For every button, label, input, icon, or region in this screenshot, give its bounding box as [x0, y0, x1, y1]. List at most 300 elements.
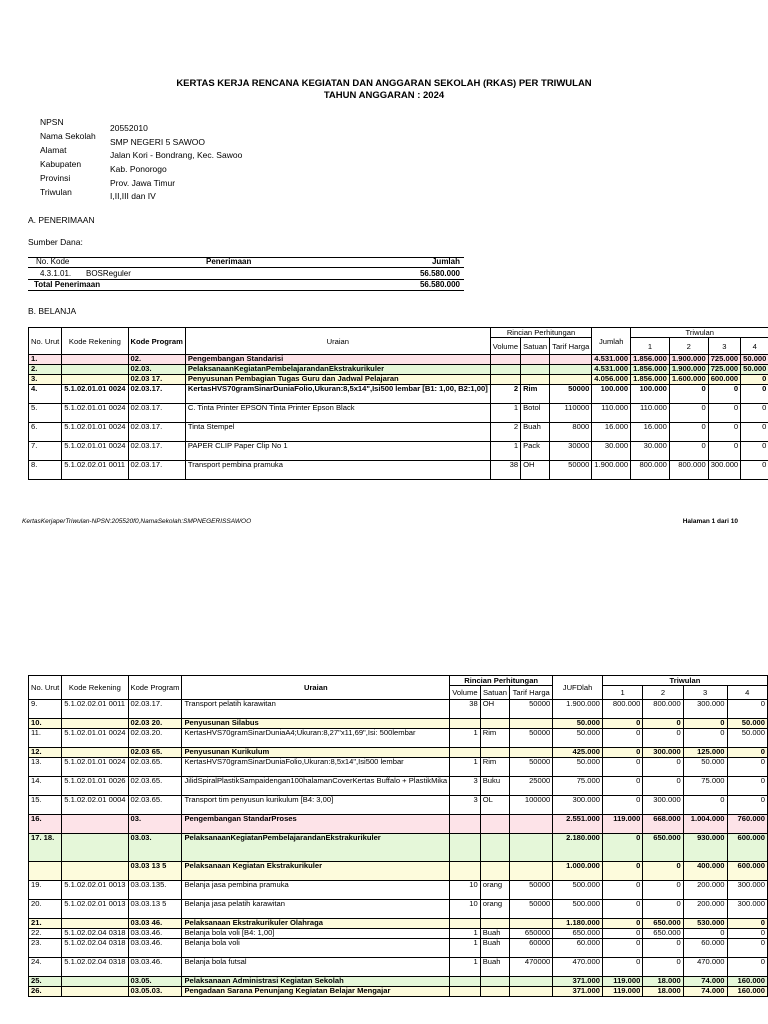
cell-triwulan-1: 0	[602, 929, 642, 939]
cell-uraian: Tinta Stempel	[185, 423, 490, 442]
cell-triwulan-3: 125.000	[683, 748, 727, 758]
cell-volume	[450, 987, 481, 997]
cell-no-urut: 2.	[29, 365, 62, 375]
total-label: Total Penerimaan	[34, 280, 101, 289]
info-value-nama-sekolah: SMP NEGERI 5 SAWOO	[110, 137, 205, 147]
cell-kode-program: 02.03.65.	[128, 796, 182, 815]
cell-triwulan-2: 0	[643, 719, 683, 729]
cell-kode-rekening: 5.1.02.02.04 0318	[62, 939, 128, 958]
cell-kode-rekening	[62, 365, 128, 375]
table-row	[29, 748, 768, 758]
cell-volume: 1	[490, 442, 520, 461]
cell-kode-rekening: 5.1.02.01.01 0024	[62, 423, 128, 442]
cell-triwulan-2: 0	[669, 385, 708, 404]
cell-jumlah: 50.000	[553, 729, 603, 748]
cell-triwulan-3: 725.000	[708, 365, 740, 375]
cell-tarif-harga	[510, 719, 553, 729]
penerimaan-kode: 4.3.1.01.	[40, 269, 72, 278]
header-triwulan: Triwulan	[602, 676, 767, 686]
header-triwulan: Triwulan	[631, 328, 768, 338]
header-kode-rekening: Kode Rekening	[62, 328, 128, 355]
cell-triwulan-1: 100.000	[631, 385, 670, 404]
cell-satuan	[521, 355, 550, 365]
cell-triwulan-4: 0	[727, 777, 767, 796]
cell-uraian: Transport pelatih karawitan	[182, 700, 450, 719]
cell-tarif-harga: 650000	[510, 929, 553, 939]
cell-tarif-harga	[510, 815, 553, 834]
cell-no-urut: 23.	[29, 939, 62, 958]
cell-triwulan-3: 0	[708, 385, 740, 404]
cell-triwulan-1: 0	[602, 900, 642, 919]
cell-volume	[450, 862, 481, 881]
cell-triwulan-2: 0	[643, 777, 683, 796]
cell-no-urut: 12.	[29, 748, 62, 758]
cell-volume: 38	[450, 700, 481, 719]
cell-triwulan-4: 0	[727, 919, 767, 929]
header-jumlah: Jumlah	[592, 328, 631, 355]
cell-volume	[450, 834, 481, 862]
penerimaan-header	[28, 257, 464, 267]
cell-triwulan-3: 0	[708, 442, 740, 461]
cell-triwulan-3: 0	[683, 729, 727, 748]
cell-kode-rekening	[62, 987, 128, 997]
cell-uraian: PelaksanaanKegiatanPembelajarandanEkstrakurikuler	[182, 834, 450, 862]
cell-triwulan-2: 0	[643, 862, 683, 881]
cell-kode-program: 02.03.17.	[128, 700, 182, 719]
cell-kode-program: 03.03 13 5	[128, 862, 182, 881]
cell-no-urut: 5.	[29, 404, 62, 423]
cell-jumlah: 110.000	[592, 404, 631, 423]
header-no-urut: No. Urut	[29, 328, 62, 355]
cell-jumlah: 75.000	[553, 777, 603, 796]
cell-volume: 2	[490, 423, 520, 442]
cell-triwulan-2: 0	[669, 423, 708, 442]
document-subtitle: TAHUN ANGGARAN : 2024	[323, 90, 445, 101]
cell-uraian: JilidSpiralPlastikSampaidengan100halamanCoverKertas Buffalo + PlastikMika	[182, 777, 450, 796]
cell-jumlah: 470.000	[553, 958, 603, 977]
cell-no-urut: 26.	[29, 987, 62, 997]
info-value-triwulan: I,II,III dan IV	[110, 191, 156, 201]
cell-kode-program: 02.03.65.	[128, 777, 182, 796]
cell-kode-rekening: 5.1.02.02.01 0013	[62, 900, 128, 919]
cell-kode-program: 03.03.46.	[128, 958, 182, 977]
cell-triwulan-1: 800.000	[602, 700, 642, 719]
cell-triwulan-1: 0	[602, 729, 642, 748]
cell-uraian: PAPER CLIP Paper Clip No 1	[185, 442, 490, 461]
cell-no-urut: 3.	[29, 375, 62, 385]
cell-satuan: Buku	[480, 777, 509, 796]
cell-triwulan-1: 0	[602, 881, 642, 900]
section-b-heading: B. BELANJA	[28, 306, 77, 316]
cell-kode-program: 02.03 65.	[128, 748, 182, 758]
belanja-table-page2	[28, 675, 768, 997]
cell-kode-program: 02.03.17.	[128, 404, 185, 423]
cell-satuan: Buah	[480, 958, 509, 977]
cell-satuan	[480, 987, 509, 997]
cell-uraian: KertasHVS70gramSinarDuniaA4;Ukuran:8,27"x11,69",Isi: 500lembar	[182, 729, 450, 748]
cell-kode-program: 02.03.20.	[128, 729, 182, 748]
cell-tarif-harga	[510, 862, 553, 881]
cell-kode-program: 03.03.46.	[128, 939, 182, 958]
cell-kode-program: 02.03.17.	[128, 442, 185, 461]
cell-kode-rekening: 5.1.02.01.01 0024	[62, 758, 128, 777]
cell-triwulan-1: 1.856.000	[631, 375, 670, 385]
cell-triwulan-2: 0	[643, 900, 683, 919]
cell-triwulan-4: 0	[741, 385, 768, 404]
cell-jumlah: 4.531.000	[592, 355, 631, 365]
header-volume: Volume	[490, 338, 520, 355]
table-row	[29, 929, 768, 939]
cell-tarif-harga: 50000	[510, 729, 553, 748]
cell-uraian: PelaksanaanKegiatanPembelajarandanEkstrakurikuler	[185, 365, 490, 375]
cell-triwulan-4: 0	[727, 958, 767, 977]
cell-volume: 10	[450, 900, 481, 919]
cell-satuan: OH	[480, 700, 509, 719]
header-no-urut: No. Urut	[29, 676, 62, 700]
info-value-kabupaten: Kab. Ponorogo	[110, 164, 167, 174]
info-label-kabupaten: Kabupaten	[40, 159, 82, 169]
cell-triwulan-3: 725.000	[708, 355, 740, 365]
cell-volume: 1	[450, 758, 481, 777]
cell-kode-program: 03.03.46.	[128, 929, 182, 939]
cell-triwulan-4: 0	[727, 939, 767, 958]
cell-triwulan-3: 0	[683, 796, 727, 815]
section-a-heading: A. PENERIMAAN	[28, 215, 95, 225]
cell-triwulan-2: 800.000	[669, 461, 708, 480]
cell-triwulan-4: 160.000	[727, 977, 767, 987]
cell-triwulan-2: 0	[669, 404, 708, 423]
cell-jumlah: 2.551.000	[553, 815, 603, 834]
cell-kode-rekening	[62, 355, 128, 365]
cell-triwulan-3: 300.000	[683, 700, 727, 719]
cell-tarif-harga: 30000	[550, 442, 592, 461]
cell-satuan: Botol	[521, 404, 550, 423]
cell-uraian: Penyusunan Pembagian Tugas Guru dan Jadwal Pelajaran	[185, 375, 490, 385]
cell-kode-program: 02.03.65.	[128, 758, 182, 777]
cell-triwulan-2: 1.900.000	[669, 355, 708, 365]
cell-kode-program: 03.05.03.	[128, 987, 182, 997]
info-label-nama-sekolah: Nama Sekolah	[40, 131, 96, 141]
cell-jumlah: 650.000	[553, 929, 603, 939]
footer-identifier: KertasKerjaperTriwulan-NPSN:205520f0,NamaSekolah:SMPNEGERISSAWOO	[22, 518, 252, 525]
header-triwulan-2: 2	[669, 338, 708, 355]
cell-no-urut: 19.	[29, 881, 62, 900]
total-jumlah: 56.580.000	[419, 280, 460, 289]
cell-triwulan-1: 1.856.000	[631, 365, 670, 375]
cell-triwulan-4: 160.000	[727, 987, 767, 997]
table-row	[29, 442, 768, 461]
cell-jumlah: 4.531.000	[592, 365, 631, 375]
penerimaan-nama: BOSReguler	[86, 269, 131, 278]
cell-triwulan-4: 50.000	[727, 719, 767, 729]
cell-triwulan-4: 0	[741, 461, 768, 480]
header-tarif: Tarif Harga	[510, 686, 553, 700]
cell-satuan	[521, 375, 550, 385]
cell-triwulan-4: 0	[741, 423, 768, 442]
cell-triwulan-1: 0	[602, 719, 642, 729]
cell-satuan: Rim	[521, 385, 550, 404]
table-row	[29, 355, 768, 365]
cell-kode-rekening	[62, 977, 128, 987]
cell-no-urut: 14.	[29, 777, 62, 796]
cell-volume: 10	[450, 881, 481, 900]
table-row	[29, 919, 768, 929]
cell-volume: 1	[450, 939, 481, 958]
cell-jumlah: 1.900.000	[553, 700, 603, 719]
cell-triwulan-2: 650.000	[643, 919, 683, 929]
penerimaan-jumlah: 56.580.000	[419, 269, 460, 278]
cell-tarif-harga	[550, 365, 592, 375]
cell-kode-rekening: 5.1.02.01.01 0026	[62, 777, 128, 796]
cell-triwulan-4: 600.000	[727, 834, 767, 862]
cell-triwulan-1: 110.000	[631, 404, 670, 423]
cell-triwulan-3: 74.000	[683, 987, 727, 997]
table-row	[29, 900, 768, 919]
cell-uraian: Belanja bola voli	[182, 939, 450, 958]
header-no-kode: No. Kode	[36, 257, 70, 266]
cell-triwulan-3: 60.000	[683, 939, 727, 958]
cell-triwulan-3: 470.000	[683, 958, 727, 977]
cell-tarif-harga: 50000	[510, 900, 553, 919]
table-row	[29, 729, 768, 748]
cell-satuan: Buah	[521, 423, 550, 442]
cell-no-urut: 17. 18.	[29, 834, 62, 862]
header-satuan: Satuan	[480, 686, 509, 700]
cell-triwulan-2: 668.000	[643, 815, 683, 834]
cell-jumlah: 50.000	[553, 758, 603, 777]
cell-triwulan-2: 650.000	[643, 929, 683, 939]
cell-satuan: orang	[480, 900, 509, 919]
cell-satuan: Rim	[480, 729, 509, 748]
cell-kode-rekening	[62, 815, 128, 834]
cell-uraian: Pelaksanaan Administrasi Kegiatan Sekolah	[182, 977, 450, 987]
cell-triwulan-2: 300.000	[643, 748, 683, 758]
cell-triwulan-1: 0	[602, 748, 642, 758]
cell-triwulan-4: 0	[727, 929, 767, 939]
cell-jumlah: 30.000	[592, 442, 631, 461]
cell-volume: 2	[490, 385, 520, 404]
cell-volume: 3	[450, 777, 481, 796]
header-jumlah: JUFDlah	[553, 676, 603, 700]
cell-triwulan-4: 0	[741, 404, 768, 423]
cell-triwulan-4: 300.000	[727, 900, 767, 919]
table-row	[29, 939, 768, 958]
cell-triwulan-3: 200.000	[683, 881, 727, 900]
cell-triwulan-3: 50.000	[683, 758, 727, 777]
cell-satuan	[480, 862, 509, 881]
cell-uraian: Transport pembina pramuka	[185, 461, 490, 480]
cell-jumlah: 1.180.000	[553, 919, 603, 929]
table-row	[29, 777, 768, 796]
cell-triwulan-2: 300.000	[643, 796, 683, 815]
table-row	[29, 404, 768, 423]
cell-volume	[490, 355, 520, 365]
cell-jumlah: 425.000	[553, 748, 603, 758]
cell-triwulan-3: 75.000	[683, 777, 727, 796]
cell-triwulan-1: 1.856.000	[631, 355, 670, 365]
cell-tarif-harga	[510, 977, 553, 987]
cell-triwulan-1: 0	[602, 958, 642, 977]
cell-jumlah: 16.000	[592, 423, 631, 442]
cell-uraian: Pengadaan Sarana Penunjang Kegiatan Belajar Mengajar	[182, 987, 450, 997]
cell-triwulan-4: 0	[741, 442, 768, 461]
cell-kode-rekening	[62, 862, 128, 881]
cell-kode-rekening: 5.1.02.01.01 0024	[62, 404, 128, 423]
cell-triwulan-1: 0	[602, 939, 642, 958]
table-row	[29, 365, 768, 375]
cell-uraian: KertasHVS70gramSinarDuniaFolio,Ukuran:8,5x14",Isi500 lembar [B1: 1,00, B2:1,00]	[185, 385, 490, 404]
table-row	[29, 958, 768, 977]
cell-uraian: Pelaksanaan Ekstrakurikuler Olahraga	[182, 919, 450, 929]
cell-no-urut: 22.	[29, 929, 62, 939]
info-label-alamat: Alamat	[40, 145, 67, 155]
table-row	[29, 758, 768, 777]
cell-triwulan-4: 0	[727, 748, 767, 758]
cell-kode-rekening	[62, 748, 128, 758]
cell-volume	[450, 919, 481, 929]
header-uraian: Uraian	[182, 676, 450, 700]
table-row	[29, 796, 768, 815]
cell-triwulan-2: 0	[669, 442, 708, 461]
cell-kode-rekening: 5.1.02.02.01 0004	[62, 796, 128, 815]
cell-jumlah: 500.000	[553, 881, 603, 900]
header-triwulan-1: 1	[631, 338, 670, 355]
cell-volume	[450, 719, 481, 729]
table-row	[29, 423, 768, 442]
header-tarif: Tarif Harga	[550, 338, 592, 355]
cell-tarif-harga: 50000	[510, 758, 553, 777]
cell-satuan: OL	[480, 796, 509, 815]
cell-no-urut: 7.	[29, 442, 62, 461]
cell-triwulan-1: 119.000	[602, 987, 642, 997]
info-label-npsn: NPSN	[40, 117, 64, 127]
footer-page-number: Halaman 1 dari 10	[682, 518, 738, 525]
info-label-triwulan: Triwulan	[40, 187, 72, 197]
cell-kode-rekening: 5.1.02.01.01 0024	[62, 385, 128, 404]
table-row	[29, 834, 768, 862]
cell-jumlah: 1.900.000	[592, 461, 631, 480]
cell-triwulan-3: 200.000	[683, 900, 727, 919]
penerimaan-total	[28, 280, 464, 290]
cell-triwulan-4: 300.000	[727, 881, 767, 900]
table-row	[29, 461, 768, 480]
cell-volume	[450, 815, 481, 834]
header-uraian: Uraian	[185, 328, 490, 355]
cell-triwulan-2: 1.900.000	[669, 365, 708, 375]
info-value-provinsi: Prov. Jawa Timur	[110, 178, 176, 188]
cell-triwulan-2: 800.000	[643, 700, 683, 719]
cell-no-urut: 25.	[29, 977, 62, 987]
header-triwulan-1: 1	[602, 686, 642, 700]
cell-kode-program: 03.05.	[128, 977, 182, 987]
cell-kode-program: 03.03 46.	[128, 919, 182, 929]
cell-kode-program: 02.	[128, 355, 185, 365]
cell-satuan	[521, 365, 550, 375]
cell-jumlah: 300.000	[553, 796, 603, 815]
cell-volume: 1	[450, 929, 481, 939]
cell-uraian: Pelaksanaan Kegiatan Ekstrakurikuler	[182, 862, 450, 881]
cell-triwulan-2: 650.000	[643, 834, 683, 862]
cell-kode-rekening: 5.1.02.02.04 0318	[62, 929, 128, 939]
cell-tarif-harga	[510, 834, 553, 862]
cell-no-urut: 16.	[29, 815, 62, 834]
header-penerimaan: Penerimaan	[206, 257, 252, 266]
cell-kode-rekening: 5.1.02.01.01 0024	[62, 442, 128, 461]
cell-triwulan-3: 300.000	[708, 461, 740, 480]
cell-triwulan-3: 0	[708, 423, 740, 442]
cell-triwulan-2: 0	[643, 939, 683, 958]
cell-volume	[450, 748, 481, 758]
cell-tarif-harga: 50000	[550, 385, 592, 404]
cell-kode-program: 03.03.13 5	[128, 900, 182, 919]
cell-tarif-harga: 50000	[550, 461, 592, 480]
belanja-table-page1	[28, 327, 768, 480]
document-title: KERTAS KERJA RENCANA KEGIATAN DAN ANGGARAN SEKOLAH (RKAS) PER TRIWULAN	[176, 78, 592, 89]
cell-triwulan-1: 0	[602, 758, 642, 777]
table-row	[29, 977, 768, 987]
cell-tarif-harga	[510, 919, 553, 929]
header-triwulan-3: 3	[708, 338, 740, 355]
cell-satuan	[480, 834, 509, 862]
header-volume: Volume	[450, 686, 481, 700]
cell-triwulan-2: 18.000	[643, 987, 683, 997]
table-row	[29, 987, 768, 997]
cell-jumlah: 371.000	[553, 987, 603, 997]
cell-triwulan-3: 0	[683, 719, 727, 729]
cell-no-urut: 24.	[29, 958, 62, 977]
cell-triwulan-3: 0	[683, 929, 727, 939]
cell-tarif-harga	[510, 748, 553, 758]
cell-kode-rekening	[62, 719, 128, 729]
header-triwulan-4: 4	[727, 686, 767, 700]
cell-uraian: C. Tinta Printer EPSON Tinta Printer Epson Black	[185, 404, 490, 423]
cell-uraian: Transport tim penyusun kurikulum [B4: 3,00]	[182, 796, 450, 815]
header-triwulan-3: 3	[683, 686, 727, 700]
header-kode-program: Kode Program	[128, 676, 182, 700]
cell-jumlah: 371.000	[553, 977, 603, 987]
cell-no-urut: 11.	[29, 729, 62, 748]
cell-satuan: Pack	[521, 442, 550, 461]
cell-no-urut	[29, 862, 62, 881]
cell-triwulan-4: 760.000	[727, 815, 767, 834]
cell-no-urut: 13.	[29, 758, 62, 777]
header-satuan: Satuan	[521, 338, 550, 355]
cell-tarif-harga: 50000	[510, 700, 553, 719]
penerimaan-row	[28, 269, 464, 279]
info-value-npsn: 20552010	[110, 123, 148, 133]
page-2	[0, 560, 768, 1024]
cell-kode-rekening	[62, 834, 128, 862]
cell-jumlah: 1.000.000	[553, 862, 603, 881]
cell-jumlah: 60.000	[553, 939, 603, 958]
cell-kode-program: 02.03.	[128, 365, 185, 375]
cell-uraian: Penyusunan Kurikulum	[182, 748, 450, 758]
cell-tarif-harga	[550, 375, 592, 385]
cell-satuan	[480, 719, 509, 729]
cell-triwulan-1: 119.000	[602, 977, 642, 987]
cell-no-urut: 21.	[29, 919, 62, 929]
cell-kode-program: 02.03.17.	[128, 385, 185, 404]
table-row	[29, 375, 768, 385]
cell-uraian: Belanja jasa pelatih karawitan	[182, 900, 450, 919]
table-row	[29, 881, 768, 900]
cell-triwulan-1: 0	[602, 919, 642, 929]
cell-kode-program: 02.03 20.	[128, 719, 182, 729]
cell-jumlah: 50.000	[553, 719, 603, 729]
cell-satuan	[480, 977, 509, 987]
cell-triwulan-3: 74.000	[683, 977, 727, 987]
cell-triwulan-3: 530.000	[683, 919, 727, 929]
